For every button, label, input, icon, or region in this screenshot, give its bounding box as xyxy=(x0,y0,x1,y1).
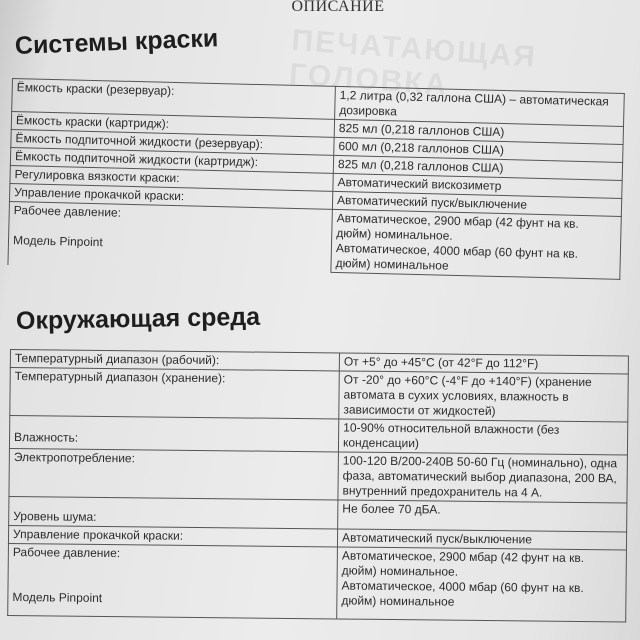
bleed-through-text: ПЕЧАТАЮЩАЯ ГОЛОВКА xyxy=(288,23,538,102)
ink-systems-table xyxy=(7,78,624,280)
table-row xyxy=(8,543,627,621)
spec-value: От +5° до +45°C (от 42°F до 112°F) xyxy=(339,353,628,374)
spec-value: 600 мл (0,218 галлонов США) xyxy=(334,137,623,162)
spec-value: Не более 70 дБА. xyxy=(338,500,627,532)
page-header: ОПИСАНИЕ xyxy=(291,0,385,15)
spec-key: Ёмкость подпиточной жидкости (картридж): xyxy=(10,147,333,173)
table-row xyxy=(10,368,628,422)
spec-value: 825 мл (0,218 галлонов США) xyxy=(334,119,623,144)
spec-value: Автоматическое, 2900 мбар (42 фунт на кв. дюйм) номинальное. Автоматическое, 4000 мбар (60 фунт на кв. дюйм) номинальное xyxy=(331,209,621,279)
environment-table xyxy=(7,349,629,622)
spec-key: Влажность: xyxy=(9,416,338,452)
spec-key: Регулировка вязкости краски: xyxy=(10,165,333,191)
spec-value: Автоматический пуск/выключение xyxy=(332,191,621,216)
spec-value: 100-120 В/200-240В 50-60 Гц (номинально), одна фаза, автоматический выбор диапазона, 200 ВА, внутренний предохранитель на 4 А. xyxy=(338,452,627,503)
table-row xyxy=(9,448,627,502)
spec-value: От -20° до +60°C (-4°F до +140°F) (хранение автомата в сухих условиях, влажность в зависимости от жидкостей) xyxy=(339,371,628,422)
spec-key: Ёмкость подпиточной жидкости (резервуар): xyxy=(11,129,334,155)
spec-value: 10-90% относительной влажности (без конденсации) xyxy=(338,419,627,455)
spec-value: Автоматический вискозиметр xyxy=(333,173,622,198)
spec-key: Ёмкость краски (картридж): xyxy=(11,112,334,138)
spec-key: Уровень шума: xyxy=(9,496,338,528)
spec-key: Ёмкость краски (резервуар): xyxy=(12,79,336,120)
spec-value: 825 мл (0,218 галлонов США) xyxy=(333,155,622,180)
spec-value: 1,2 литра (0,32 галлона США) – автоматическая дозировка xyxy=(335,86,625,126)
spec-key: Управление прокачкой краски: xyxy=(9,183,332,209)
spec-key: Рабочее давление: Модель Pinpoint xyxy=(8,543,338,618)
spec-key: Температурный диапазон (рабочий): xyxy=(10,350,339,371)
spec-value: Автоматическое, 2900 мбар (42 фунт на кв. дюйм) номинальное. Автоматическое, 4000 мбар (60 фунт на кв. дюйм) номинальное xyxy=(337,547,627,622)
spec-key: Температурный диапазон (хранение): xyxy=(10,368,339,419)
spec-key: Управление прокачкой краски: xyxy=(8,525,337,546)
spec-key: Рабочее давление: Модель Pinpoint xyxy=(8,201,332,272)
spec-key: Электропотребление: xyxy=(9,448,338,499)
section-title-environment: Окружающая среда xyxy=(15,302,261,335)
spec-value: Автоматический пуск/выключение xyxy=(337,529,626,550)
section-title-ink-systems: Системы краски xyxy=(14,24,219,60)
